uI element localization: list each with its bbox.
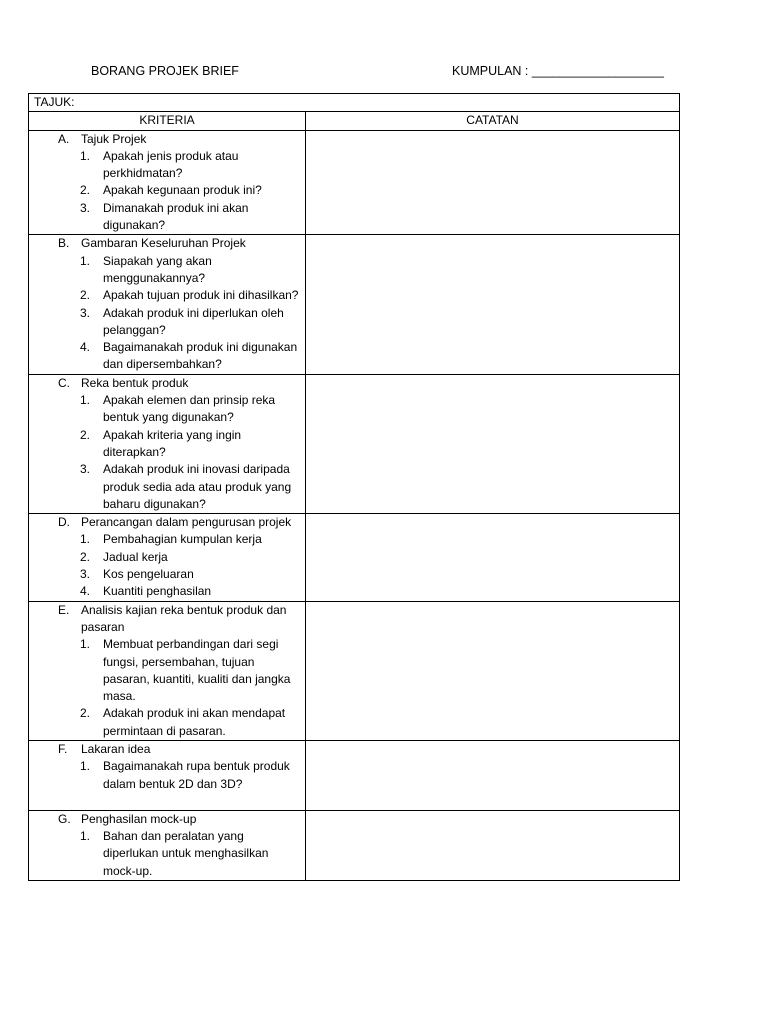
group-label: KUMPULAN : ___________________ [452,64,664,78]
notes-cell[interactable] [306,235,680,374]
section-heading [29,602,301,637]
item-number: 1. [80,637,91,652]
section-letter: D. [58,515,70,530]
section-heading [29,514,301,531]
section-title: Gambaran Keseluruhan Projek [81,236,246,251]
item-number: 3. [80,567,91,582]
tajuk-label: TAJUK: [29,94,680,112]
section-heading [29,235,301,252]
item-text: Apakah kegunaan produk ini? [103,183,262,198]
criteria-cell [29,601,306,740]
notes-cell[interactable] [306,810,680,880]
section-row [29,810,680,880]
criteria-list [29,636,301,740]
section-title: Penghasilan mock-up [81,811,197,826]
list-item [29,305,301,340]
item-number: 3. [80,305,91,320]
list-item [29,427,301,462]
section-letter: C. [58,375,70,390]
section-heading [29,131,301,148]
section-letter: B. [58,236,70,251]
brief-table [28,93,680,881]
item-text: Adakah produk ini inovasi daripada produk sedia ada atau produk yang baharu digunakan? [103,462,292,511]
list-item [29,531,301,548]
blank-line [29,793,301,810]
item-text: Kos pengeluaran [103,567,194,582]
notes-cell[interactable] [306,514,680,601]
section-row [29,740,680,810]
notes-cell[interactable] [306,374,680,513]
item-text: Jadual kerja [103,549,168,564]
item-number: 2. [80,183,91,198]
section-heading [29,741,301,758]
section-row [29,601,680,740]
item-text: Kuantiti penghasilan [103,584,212,599]
list-item [29,339,301,374]
item-text: Dimanakah produk ini akan digunakan? [103,200,249,233]
item-text: Apakah elemen dan prinsip reka bentuk yang digunakan? [103,393,276,425]
item-number: 1. [80,393,91,408]
item-number: 1. [80,829,91,844]
list-item [29,253,301,288]
list-item [29,148,301,183]
tajuk-row [29,94,680,112]
criteria-list [29,392,301,513]
item-text: Bagaimanakah produk ini digunakan dan dipersembahkan? [103,340,298,372]
item-text: Bagaimanakah rupa bentuk produk dalam bentuk 2D dan 3D? [103,759,290,791]
item-number: 1. [80,253,91,268]
item-number: 1. [80,532,91,547]
section-letter: A. [58,131,70,146]
header-row [29,112,680,130]
item-text: Apakah kriteria yang ingin diterapkan? [103,427,242,459]
section-row [29,514,680,601]
criteria-cell [29,130,306,235]
item-number: 3. [80,200,91,215]
criteria-list [29,253,301,374]
item-text: Apakah jenis produk atau perkhidmatan? [103,148,239,181]
criteria-cell [29,810,306,880]
list-item [29,828,301,880]
criteria-list [29,828,301,880]
list-item [29,182,301,199]
notes-cell[interactable] [306,740,680,810]
section-title: Perancangan dalam pengurusan projek [81,515,292,530]
item-text: Adakah produk ini diperlukan oleh pelanggan? [103,305,284,337]
criteria-cell [29,514,306,601]
notes-cell[interactable] [306,130,680,235]
form-title: BORANG PROJEK BRIEF [91,64,239,78]
criteria-list [29,531,301,600]
item-number: 3. [80,462,91,477]
list-item [29,636,301,705]
list-item [29,287,301,304]
list-item [29,549,301,566]
list-item [29,392,301,427]
criteria-list [29,148,301,234]
section-letter: G. [58,811,71,826]
item-text: Siapakah yang akan menggunakannya? [103,253,212,285]
criteria-cell [29,374,306,513]
item-text: Pembahagian kumpulan kerja [103,532,262,547]
list-item [29,583,301,600]
item-number: 2. [80,549,91,564]
section-letter: E. [58,602,70,617]
item-text: Bahan dan peralatan yang diperlukan untuk menghasilkan mock-up. [103,829,269,878]
item-text: Adakah produk ini akan mendapat permintaan di pasaran. [103,706,286,738]
criteria-list [29,758,301,793]
section-letter: F. [58,741,68,756]
column-header-notes: CATATAN [306,112,680,130]
section-row [29,130,680,235]
item-number: 4. [80,584,91,599]
section-heading [29,375,301,392]
item-text: Membuat perbandingan dari segi fungsi, persembahan, tujuan pasaran, kuantiti, kualiti dan jangka masa. [103,637,291,704]
criteria-cell [29,235,306,374]
section-title: Tajuk Projek [81,131,147,146]
list-item [29,705,301,740]
column-header-criteria: KRITERIA [29,112,306,130]
section-rows [29,130,680,880]
item-number: 1. [80,148,91,163]
section-row [29,374,680,513]
notes-cell[interactable] [306,601,680,740]
list-item [29,566,301,583]
item-number: 4. [80,340,91,355]
section-row [29,235,680,374]
criteria-cell [29,740,306,810]
list-item [29,461,301,513]
section-title: Reka bentuk produk [81,375,189,390]
item-number: 2. [80,427,91,442]
section-heading [29,811,301,828]
item-text: Apakah tujuan produk ini dihasilkan? [103,288,299,303]
section-title: Lakaran idea [81,741,151,756]
item-number: 1. [80,759,91,774]
item-number: 2. [80,706,91,721]
item-number: 2. [80,288,91,303]
section-title: Analisis kajian reka bentuk produk dan pasaran [81,602,287,634]
list-item [29,758,301,793]
list-item [29,200,301,235]
